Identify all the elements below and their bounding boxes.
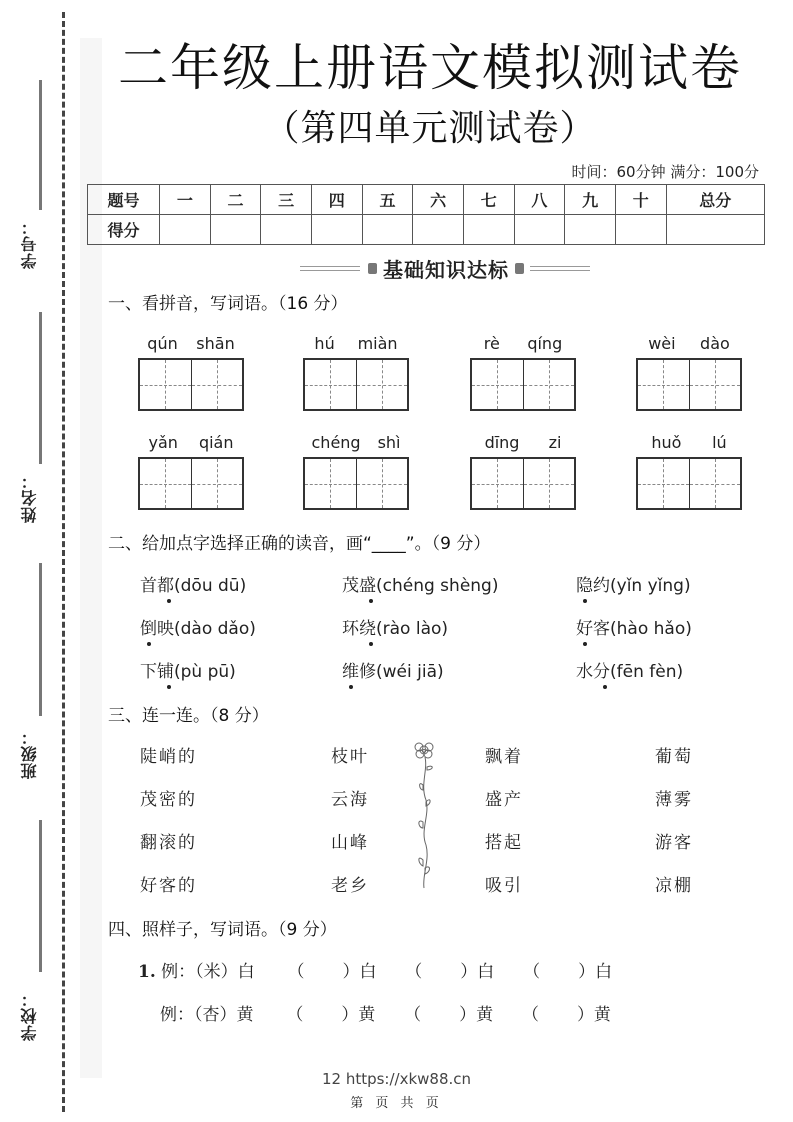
blank-close: ）黄 [459, 1005, 494, 1025]
pinyin-label [470, 334, 576, 356]
blank-open: （ [521, 1005, 539, 1025]
match-item-col3[interactable]: 吸引 [485, 876, 523, 896]
score-input-cell[interactable] [413, 215, 464, 245]
page-title: 二年级上册语文模拟测试卷 [118, 39, 742, 97]
student-id-line[interactable] [39, 80, 42, 210]
pinyin-item [636, 433, 742, 510]
score-table [87, 184, 765, 245]
writing-grid[interactable] [470, 457, 576, 510]
dotted-word [576, 662, 610, 682]
word-text: 维修 [342, 662, 376, 682]
score-table-header-row [88, 185, 765, 215]
example-label: 例： [161, 962, 196, 982]
reading-choice-item[interactable] [342, 657, 444, 682]
banner-line-right [530, 266, 590, 271]
word-text: 倒映 [140, 619, 174, 639]
pinyin-syllable: wèi [648, 334, 676, 353]
grid-cell[interactable] [356, 360, 408, 409]
dotted-word [342, 576, 376, 596]
header-cell: 一 [160, 185, 211, 215]
page-subtitle: （第四单元测试卷） [263, 108, 597, 149]
example-word: （米）白 [195, 962, 255, 982]
binding-cut-line [62, 12, 65, 1112]
pinyin-syllable: shì [377, 433, 401, 452]
grid-cell[interactable] [305, 459, 356, 508]
emphasis-dot-icon [349, 685, 353, 689]
flower-decoration-icon [412, 740, 446, 890]
grid-cell[interactable] [472, 459, 523, 508]
score-table-score-row [88, 215, 765, 245]
header-cell: 十 [615, 185, 666, 215]
header-cell: 七 [463, 185, 514, 215]
pinyin-syllable: qián [198, 433, 234, 452]
header-cell: 二 [210, 185, 261, 215]
pinyin-syllable: qún [147, 334, 178, 353]
pinyin-options[interactable]: (chéng shèng) [376, 576, 499, 596]
word-text: 隐约 [576, 576, 610, 596]
reading-choice-item[interactable] [140, 614, 256, 639]
example-word: （杏）黄 [194, 1005, 254, 1025]
match-item-col2[interactable]: 老乡 [331, 876, 369, 896]
word-text: 下铺 [140, 662, 174, 682]
dotted-word [576, 619, 610, 639]
pinyin-syllable: zi [548, 433, 562, 452]
match-item-col1[interactable]: 陡峭的 [140, 747, 197, 767]
writing-grid[interactable] [636, 457, 742, 510]
match-item-col2[interactable]: 云海 [331, 790, 369, 810]
match-item-col1[interactable]: 好客的 [140, 876, 197, 896]
match-item-col1[interactable]: 茂密的 [140, 790, 197, 810]
school-line[interactable] [39, 820, 42, 972]
banner-line-left [300, 266, 360, 271]
grid-cell[interactable] [638, 459, 689, 508]
match-item-col4[interactable]: 游客 [655, 833, 693, 853]
reading-choice-item[interactable] [140, 657, 236, 682]
score-input-cell[interactable] [463, 215, 514, 245]
reading-choice-item[interactable] [342, 571, 498, 596]
blank-open: （ [523, 962, 541, 982]
grid-cell[interactable] [191, 459, 243, 508]
score-input-cell[interactable] [160, 215, 211, 245]
pinyin-syllable: dīng [484, 433, 520, 452]
grid-cell[interactable] [356, 459, 408, 508]
banner-title: 基础知识达标 [383, 257, 509, 282]
emphasis-dot-icon [583, 599, 587, 603]
match-item-col3[interactable]: 飘着 [485, 747, 523, 767]
example-row [160, 1000, 611, 1025]
pinyin-options[interactable]: (yǐn yǐng) [610, 576, 691, 596]
pinyin-options[interactable]: (dào dǎo) [174, 619, 256, 639]
pinyin-options[interactable]: (hào hǎo) [610, 619, 692, 639]
pinyin-syllable: miàn [357, 334, 398, 353]
pinyin-item [470, 334, 576, 411]
match-item-col4[interactable]: 薄雾 [655, 790, 693, 810]
score-input-cell[interactable] [666, 215, 764, 245]
dotted-word [140, 662, 174, 682]
header-cell: 四 [311, 185, 362, 215]
writing-grid[interactable] [470, 358, 576, 411]
pinyin-label [303, 334, 409, 356]
pinyin-item [470, 433, 576, 510]
grid-cell[interactable] [523, 459, 575, 508]
blank-close: ）白 [342, 962, 377, 982]
emphasis-dot-icon [167, 685, 171, 689]
school-label: 学校： [20, 990, 39, 1041]
dotted-word [342, 662, 376, 682]
blank-open: （ [286, 1005, 304, 1025]
blank-close: ）黄 [341, 1005, 376, 1025]
banner-ornament-icon [368, 263, 377, 274]
writing-grid[interactable] [138, 358, 244, 411]
footer-page-number: 第 页 共 页 [350, 1096, 443, 1111]
class-label: 班级： [20, 728, 39, 779]
question-number: 1. [138, 962, 156, 982]
grid-cell[interactable] [191, 360, 243, 409]
emphasis-dot-icon [603, 685, 607, 689]
example-label: 例： [160, 1005, 194, 1025]
match-item-col3[interactable]: 搭起 [485, 833, 523, 853]
pinyin-syllable: rè [483, 334, 500, 353]
reading-choice-item[interactable] [576, 614, 692, 639]
grid-cell[interactable] [140, 360, 191, 409]
grid-cell[interactable] [638, 360, 689, 409]
blank-open: （ [405, 962, 423, 982]
header-cell: 九 [565, 185, 616, 215]
section1-heading: 一、看拼音，写词语。（16 分） [108, 294, 348, 314]
header-cell: 六 [413, 185, 464, 215]
word-text: 好客 [576, 619, 610, 639]
reading-choice-item[interactable] [342, 614, 448, 639]
score-input-cell[interactable] [615, 215, 666, 245]
word-text: 首都 [140, 576, 174, 596]
emphasis-dot-icon [369, 599, 373, 603]
match-item-col4[interactable]: 凉棚 [655, 876, 693, 896]
pinyin-options[interactable]: (fēn fèn) [610, 662, 684, 682]
match-item-col1[interactable]: 翻滚的 [140, 833, 197, 853]
score-input-cell[interactable] [565, 215, 616, 245]
reading-choice-item[interactable] [140, 571, 246, 596]
blank-open: （ [287, 962, 305, 982]
pinyin-syllable: shān [196, 334, 235, 353]
pinyin-label [636, 433, 742, 455]
blank-close: ）黄 [576, 1005, 611, 1025]
grid-cell[interactable] [689, 459, 741, 508]
name-line[interactable] [39, 312, 42, 464]
blank-open: （ [404, 1005, 422, 1025]
emphasis-dot-icon [167, 599, 171, 603]
word-text: 水分 [576, 662, 610, 682]
score-input-cell[interactable] [261, 215, 312, 245]
score-input-cell[interactable] [362, 215, 413, 245]
pinyin-options[interactable]: (pù pū) [174, 662, 236, 682]
reading-choice-item[interactable] [576, 657, 683, 682]
header-cell: 题号 [88, 185, 160, 215]
writing-grid[interactable] [138, 457, 244, 510]
word-text: 环绕 [342, 619, 376, 639]
dotted-word [576, 576, 610, 596]
grid-cell[interactable] [140, 459, 191, 508]
writing-grid[interactable] [303, 358, 409, 411]
pinyin-item [138, 334, 244, 411]
header-cell: 三 [261, 185, 312, 215]
pinyin-item [303, 334, 409, 411]
reading-choice-item[interactable] [576, 571, 691, 596]
grid-cell[interactable] [689, 360, 741, 409]
pinyin-item [303, 433, 409, 510]
banner-ornament-icon [515, 263, 524, 274]
emphasis-dot-icon [583, 642, 587, 646]
pinyin-syllable: qíng [527, 334, 563, 353]
blank-close: ）白 [578, 962, 613, 982]
example-row [138, 957, 612, 982]
section3-heading: 三、连一连。（8 分） [108, 706, 269, 726]
header-cell: 八 [514, 185, 565, 215]
header-cell: 五 [362, 185, 413, 215]
match-item-col2[interactable]: 枝叶 [331, 747, 369, 767]
score-row-label: 得分 [88, 215, 160, 245]
emphasis-dot-icon [147, 642, 151, 646]
student-id-label: 学号： [20, 218, 39, 269]
pinyin-options[interactable]: (rào lào) [376, 619, 449, 639]
pinyin-label [636, 334, 742, 356]
pinyin-syllable: huǒ [651, 433, 682, 452]
pinyin-syllable: dào [700, 334, 730, 353]
pinyin-syllable: yǎn [148, 433, 178, 452]
writing-grid[interactable] [636, 358, 742, 411]
footer-url: 12 https://xkw88.cn [321, 1070, 472, 1088]
pinyin-label [138, 334, 244, 356]
word-text: 茂盛 [342, 576, 376, 596]
score-input-cell[interactable] [514, 215, 565, 245]
emphasis-dot-icon [369, 642, 373, 646]
pinyin-options[interactable]: (wéi jiā) [376, 662, 444, 682]
match-item-col4[interactable]: 葡萄 [655, 747, 693, 767]
pinyin-item [138, 433, 244, 510]
name-label: 姓名： [20, 472, 39, 523]
pinyin-options[interactable]: (dōu dū) [174, 576, 247, 596]
grid-cell[interactable] [472, 360, 523, 409]
section2-heading: 二、给加点字选择正确的读音，画“____”。（9 分） [108, 534, 491, 554]
section4-heading: 四、照样子，写词语。（9 分） [108, 920, 337, 940]
pinyin-label [138, 433, 244, 455]
score-input-cell[interactable] [311, 215, 362, 245]
score-input-cell[interactable] [210, 215, 261, 245]
pinyin-label [470, 433, 576, 455]
section-banner [285, 254, 605, 282]
pinyin-syllable: lú [712, 433, 727, 452]
match-item-col2[interactable]: 山峰 [331, 833, 369, 853]
pinyin-item [636, 334, 742, 411]
header-cell: 总分 [666, 185, 764, 215]
pinyin-syllable: hú [314, 334, 335, 353]
match-item-col3[interactable]: 盛产 [485, 790, 523, 810]
grid-cell[interactable] [305, 360, 356, 409]
dotted-word [342, 619, 376, 639]
pinyin-syllable: chéng [311, 433, 361, 452]
grid-cell[interactable] [523, 360, 575, 409]
writing-grid[interactable] [303, 457, 409, 510]
dotted-word [140, 576, 174, 596]
dotted-word [140, 619, 174, 639]
pinyin-label [303, 433, 409, 455]
class-line[interactable] [39, 563, 42, 716]
blank-close: ）白 [460, 962, 495, 982]
exam-meta: 时间：60分钟 满分：100分 [571, 163, 759, 181]
